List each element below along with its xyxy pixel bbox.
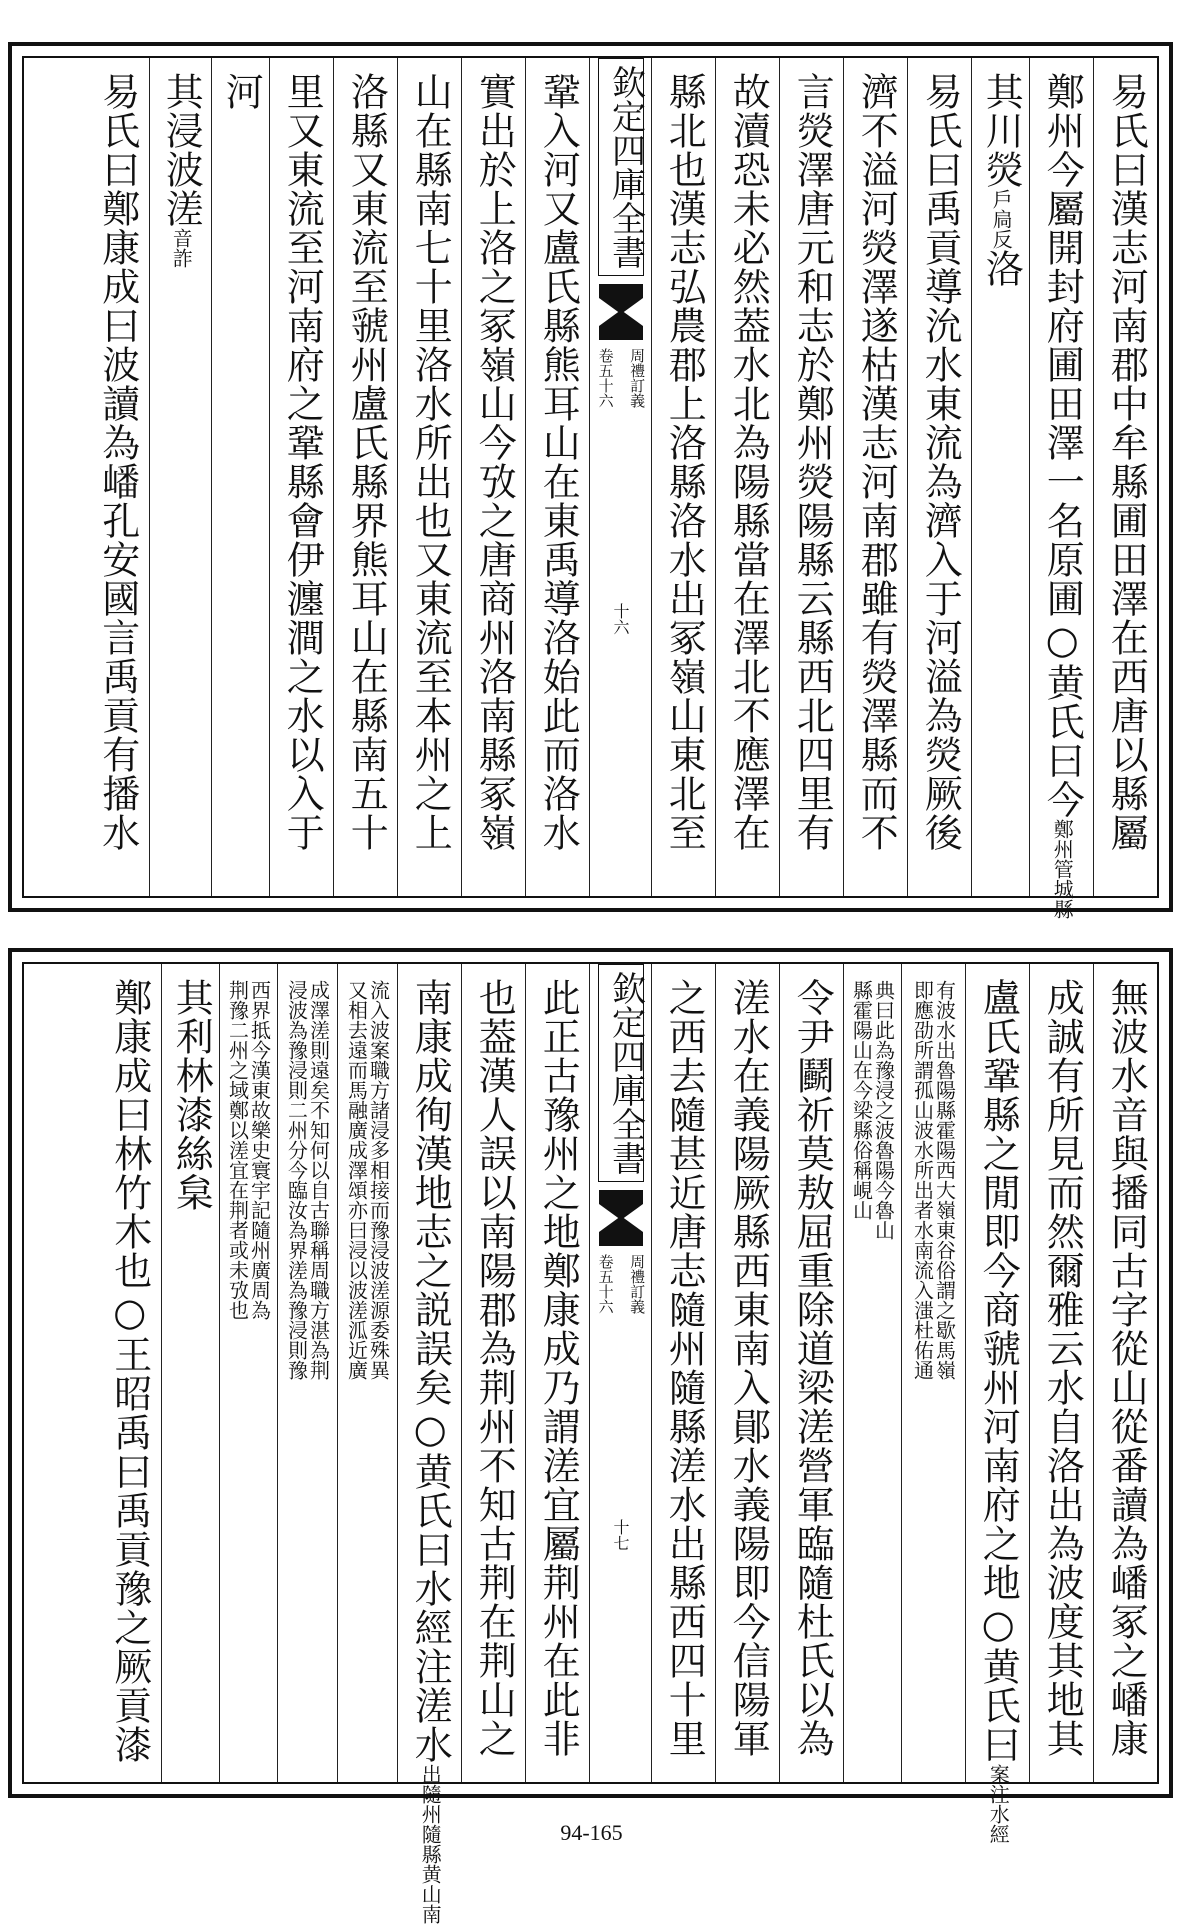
- text-column: [269, 58, 333, 896]
- column-text: [406, 58, 454, 852]
- annotation-text: 典曰此為豫浸之波魯陽今魯山 縣霍陽山在今梁縣俗稱峴山: [849, 980, 896, 1240]
- gutter-title: 欽定四庫全書: [598, 964, 644, 1182]
- inline-annotation: 案注水經: [986, 1764, 1011, 1844]
- text-column: [1093, 964, 1157, 1782]
- column-text: [852, 58, 900, 852]
- column-text: [724, 58, 772, 852]
- column-text: [105, 964, 153, 1764]
- inline-annotation: 音詐: [169, 228, 194, 268]
- text-column: [97, 964, 161, 1782]
- annotation-text: 有波水出魯陽縣霍陽西大嶺東谷俗謂之歇馬嶺 即應劭所謂孤山波水所出者水南流入滍杜佑通: [910, 980, 957, 1380]
- gutter-volume: 卷五十六: [596, 348, 615, 408]
- text-column: [525, 964, 589, 1782]
- column-text: [1038, 58, 1086, 919]
- main-text: 里又東流至河南府之鞏縣會伊瀍澗之水以入于: [280, 72, 325, 852]
- text-column: [843, 58, 907, 896]
- column-text: [470, 58, 518, 852]
- text-column: [965, 964, 1029, 1844]
- text-column: [219, 964, 277, 1782]
- text-column: [337, 964, 397, 1782]
- main-text: 此正古豫州之地鄭康成乃謂溠宜屬荆州在此非: [536, 978, 581, 1758]
- main-text: 溠水在義陽厥縣西東南入鄖水義陽即今信陽軍: [726, 978, 771, 1758]
- top-page-frame: [8, 42, 1173, 919]
- main-text: 其利林漆絲枲: [169, 978, 214, 1212]
- gutter-title: 欽定四庫全書: [598, 58, 644, 276]
- column-text: [278, 58, 326, 852]
- gutter-book-title: 周禮訂義: [628, 348, 647, 408]
- column-text: [974, 964, 1022, 1844]
- text-column: [85, 58, 149, 896]
- fish-tail-ornament-icon: [595, 282, 647, 342]
- main-text: 縣北也漢志弘農郡上洛縣洛水出冢嶺山東北至: [662, 72, 707, 852]
- gutter-volume: 卷五十六: [596, 1254, 615, 1314]
- column-text: [916, 58, 964, 852]
- text-column: [397, 58, 461, 896]
- column-text: [788, 964, 836, 1758]
- main-text: 故瀆恐未必然葢水北為陽縣當在澤北不應澤在: [726, 72, 771, 852]
- inline-annotation: 鄭州管城縣: [1050, 819, 1075, 919]
- center-gutter: [589, 964, 651, 1782]
- column-text: [167, 964, 215, 1212]
- text-column: [901, 964, 965, 1782]
- main-text: 鄭康成曰林竹木也○王昭禹曰禹貢豫之厥貢漆: [107, 978, 152, 1764]
- main-text: 山在縣南七十里洛水所出也又東流至本州之上: [408, 72, 453, 852]
- text-column: [651, 58, 715, 896]
- main-text: 鄭州今屬開封府圃田澤一名原圃○黄氏曰今: [1040, 72, 1085, 819]
- main-text: 洛: [979, 249, 1024, 288]
- column-text: [788, 58, 836, 852]
- main-text: 成誠有所見而然爾雅云水自洛出為波度其地其: [1040, 978, 1085, 1758]
- text-column: [971, 58, 1029, 896]
- main-text: 實出於上洛之冢嶺山今攷之唐商州洛南縣冢嶺: [472, 72, 517, 852]
- main-text: 令尹鬬祈莫敖屈重除道梁溠營軍臨隨杜氏以為: [790, 978, 835, 1758]
- text-column: [461, 964, 525, 1782]
- text-column: [715, 58, 779, 896]
- main-text: 盧氏鞏縣之閒即今商虢州河南府之地○黄氏曰: [976, 978, 1021, 1764]
- main-text: 其川熒: [979, 72, 1024, 189]
- main-text: 河: [219, 72, 264, 111]
- main-text: 易氏曰禹貢導沇水東流為濟入于河溢為熒厥後: [918, 72, 963, 852]
- text-column: [461, 58, 525, 896]
- main-text: 無波水音與播同古字從山從番讀為嶓冢之嶓康: [1104, 978, 1149, 1758]
- text-column: [651, 964, 715, 1782]
- annotation-text: 西界抵今漢東故樂史寰宇記隨州廣周為 荆豫二州之域鄭以溠宜在荆者或未攷也: [225, 980, 272, 1320]
- text-column: [843, 964, 901, 1782]
- column-text: [342, 58, 390, 852]
- text-column: [1029, 58, 1093, 919]
- column-text: [724, 964, 772, 1758]
- annotation-text: 流入波案職方諸浸多相接而豫浸波溠源委殊異 又相去遠而馬融廣成澤頌亦曰浸以波溠泒近廣: [344, 980, 391, 1380]
- main-text: 濟不溢河熒澤遂枯漢志河南郡雖有熒澤縣而不: [854, 72, 899, 852]
- text-column: [397, 964, 461, 1924]
- main-text: 易氏曰漢志河南郡中牟縣圃田澤在西唐以縣屬: [1104, 72, 1149, 852]
- column-text: [1102, 964, 1150, 1758]
- main-text: 易氏曰鄭康成曰波讀為嶓孔安國言禹貢有播水: [95, 72, 140, 852]
- column-text: [157, 58, 205, 268]
- column-text: [660, 964, 708, 1758]
- fish-tail-ornament-icon: [595, 1188, 647, 1248]
- column-text: [1038, 964, 1086, 1758]
- text-column: [333, 58, 397, 896]
- text-column: [1029, 964, 1093, 1782]
- gutter-book-title: 周禮訂義: [628, 1254, 647, 1314]
- column-text: [660, 58, 708, 852]
- column-text: [406, 964, 454, 1924]
- text-column: [161, 964, 219, 1782]
- text-column: [907, 58, 971, 896]
- column-text: [93, 58, 141, 852]
- top-page-columns: [22, 56, 1159, 919]
- column-text: [217, 58, 265, 111]
- main-text: 洛縣又東流至虢州盧氏縣界熊耳山在縣南五十: [344, 72, 389, 852]
- text-column: [211, 58, 269, 896]
- inline-annotation: 出隨州隨縣黄山南: [418, 1764, 443, 1924]
- column-text: [977, 58, 1025, 288]
- annotation-text: 成澤溠則遠矣不知何以自古聯稱周職方湛為荆 浸波為豫浸則二州分今臨汝為界溠為豫浸則豫: [284, 980, 331, 1380]
- text-column: [779, 964, 843, 1782]
- main-text: 言熒澤唐元和志於鄭州熒陽縣云縣西北四里有: [790, 72, 835, 852]
- main-text: 也葢漢人誤以南陽郡為荆州不知古荆在荆山之: [472, 978, 517, 1758]
- column-text: [470, 964, 518, 1758]
- page-number: 94-165: [560, 1820, 623, 1845]
- column-text: [534, 964, 582, 1758]
- column-text: [534, 58, 582, 852]
- main-text: 鞏入河又盧氏縣熊耳山在東禹導洛始此而洛水: [536, 72, 581, 852]
- text-column: [277, 964, 337, 1782]
- text-column: [779, 58, 843, 896]
- column-text: [1102, 58, 1150, 852]
- text-column: [1093, 58, 1157, 896]
- gutter-folio-number: 十七: [611, 1519, 630, 1551]
- gutter-folio-number: 十六: [611, 603, 630, 635]
- text-column: [525, 58, 589, 896]
- inline-annotation: 戶扃反: [989, 189, 1014, 249]
- main-text: 其浸波溠: [159, 72, 204, 228]
- center-gutter: [589, 58, 651, 896]
- text-column: [149, 58, 211, 896]
- text-column: [715, 964, 779, 1782]
- main-text: 之西去隨甚近唐志隨州隨縣溠水出縣西四十里: [662, 978, 707, 1758]
- main-text: 南康成徇漢地志之説誤矣○黄氏曰水經注溠水: [408, 978, 453, 1764]
